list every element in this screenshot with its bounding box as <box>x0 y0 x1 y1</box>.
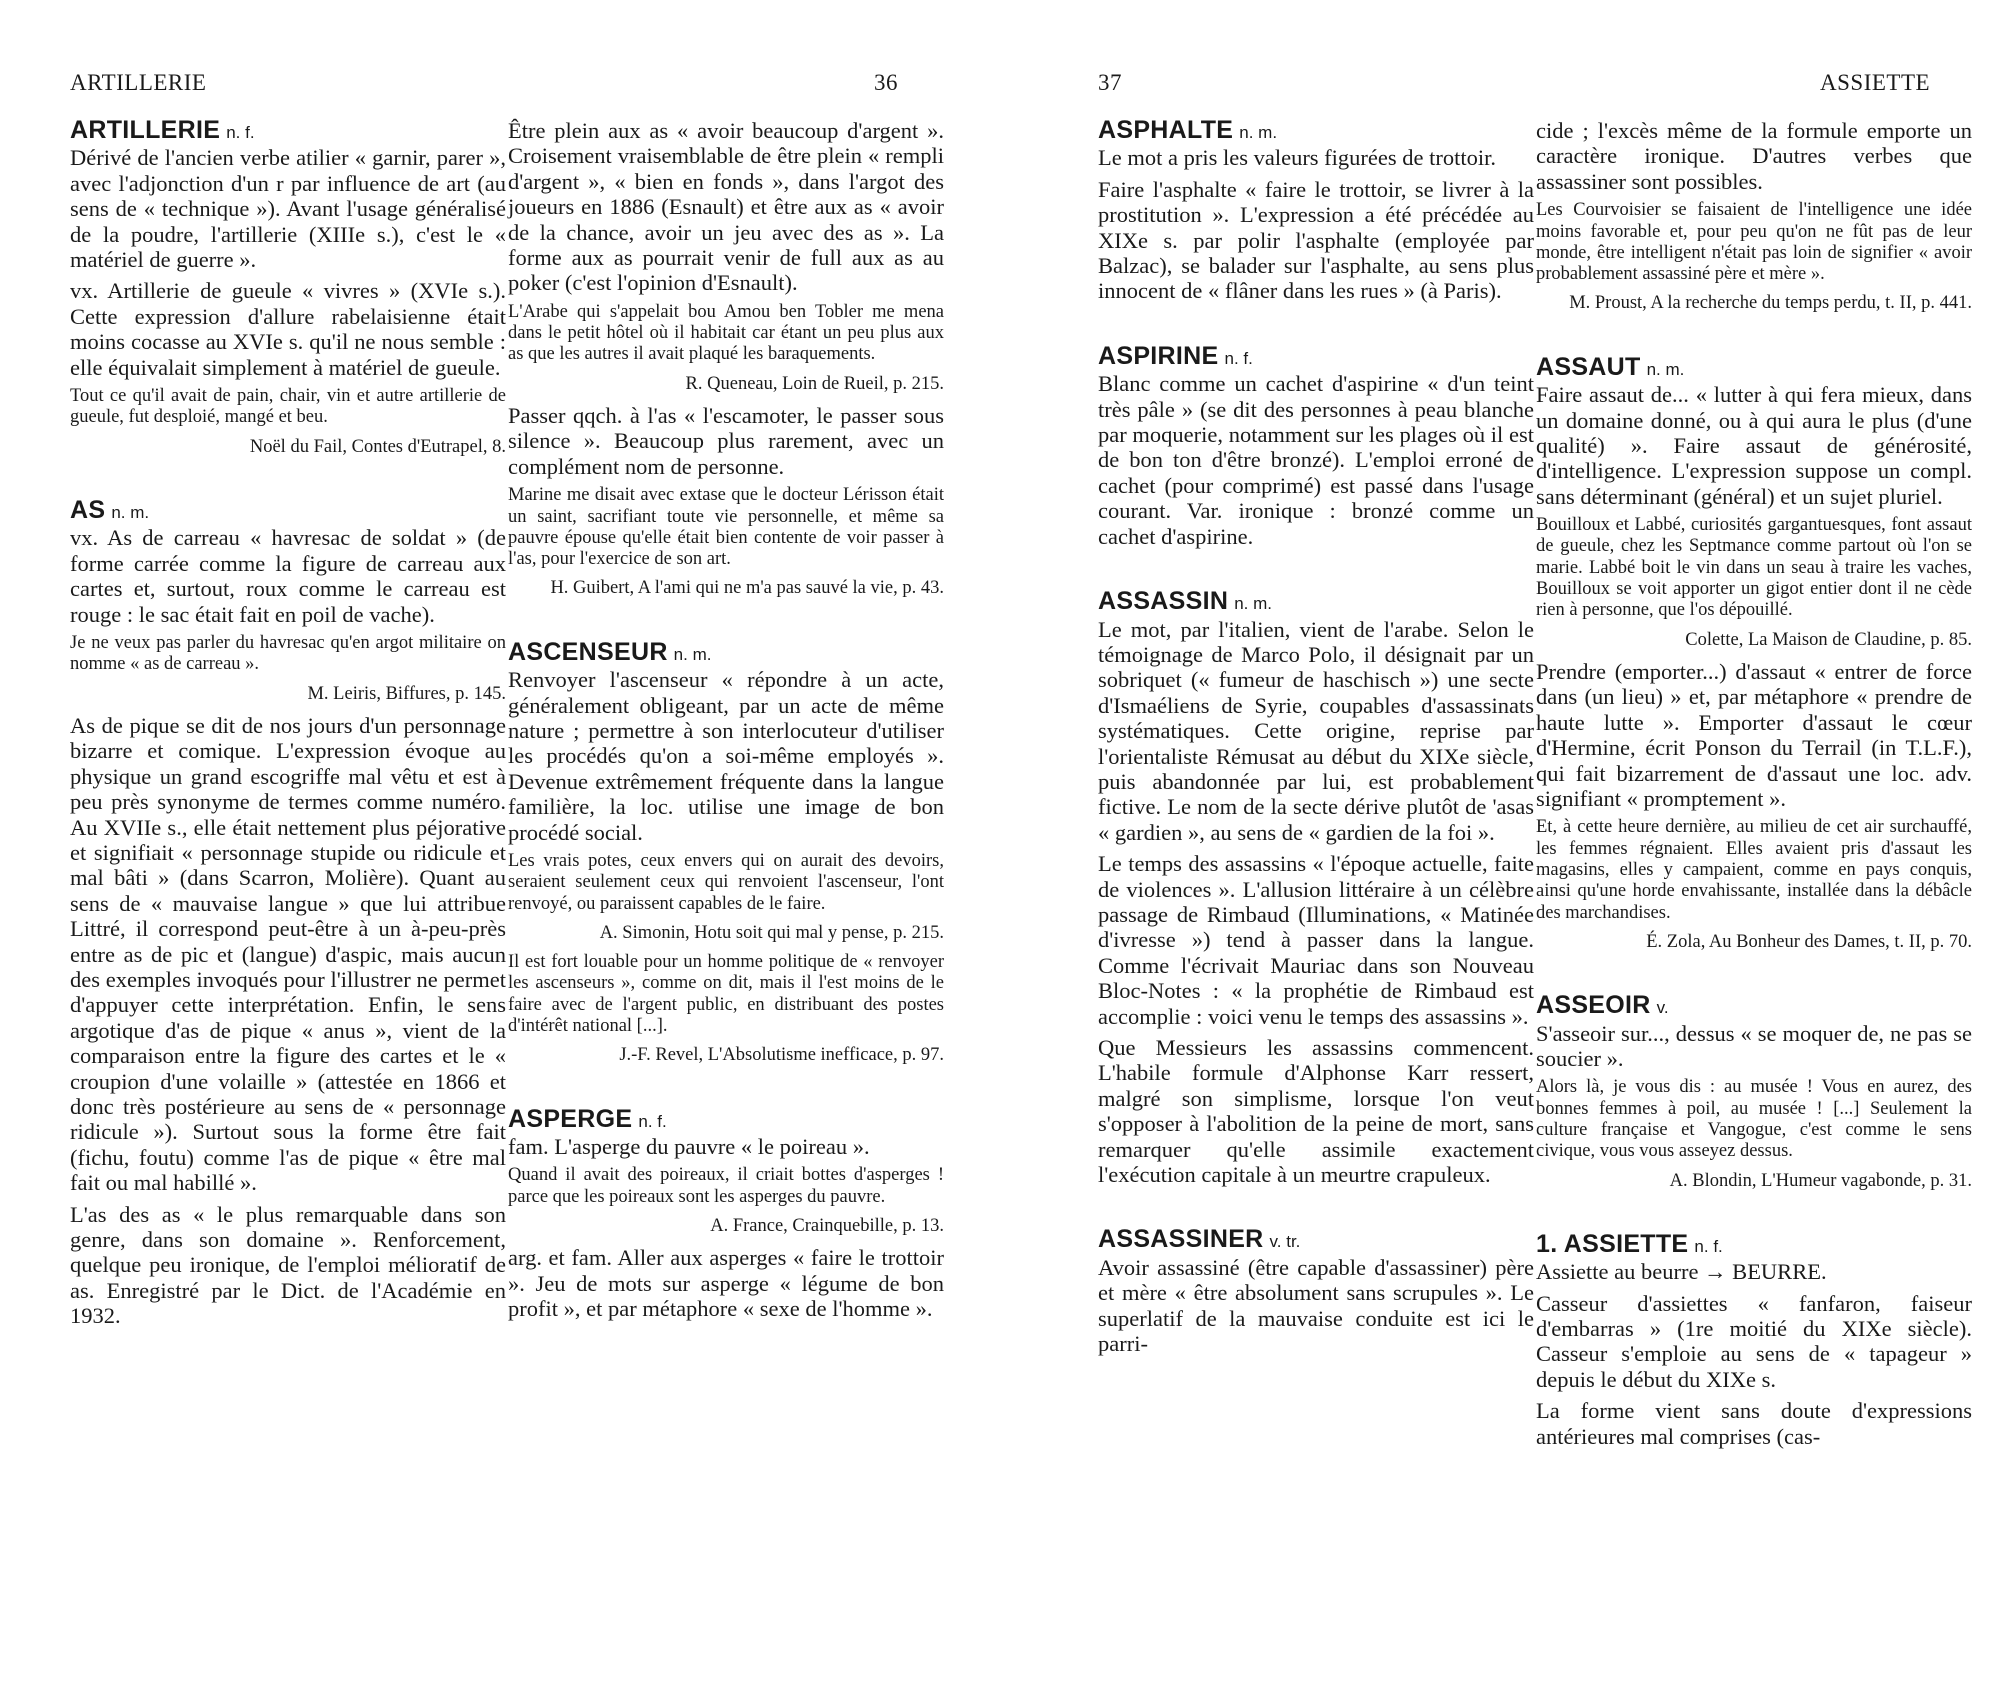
citation: Bouilloux et Labbé, curiosités gargantuesques, font assaut de gueule, chez les Septmance comme partout où l'on se marie. Labbé boit le vin dans un seau à traire les vaches, Bouilloux se voit apporter un gigot entier dont il ne cède rien à personne, que l'os dépouillé. <box>1536 515 1972 621</box>
column-4 <box>1536 118 1972 1459</box>
grammar-label: n. m. <box>1239 123 1278 142</box>
headword: AS <box>70 495 106 524</box>
entry-assiette <box>1536 1229 1972 1449</box>
definition: Le temps des assassins « l'époque actuelle, faite de violences ». L'allusion littéraire à un célèbre passage de Rimbaud (Illuminations, « Matinée d'ivresse ») tend à passer dans la langue. Comme l'écrivait Mauriac dans son Nouveau Bloc-Notes : « la prophétie de Rimbaud est accomplie : voici venu le temps des assassins ». <box>1098 851 1534 1029</box>
entry-asphalte <box>1098 118 1534 304</box>
definition: Le mot a pris les valeurs figurées de trottoir. <box>1098 145 1497 171</box>
page-number-right: 37 <box>1098 70 1122 95</box>
citation-source: Noël du Fail, Contes d'Eutrapel, 8. <box>249 436 506 457</box>
citation-source: M. Leiris, Biffures, p. 145. <box>307 683 506 704</box>
definition: L'as des as « le plus remarquable dans son genre, dans son domaine ». Renforcement, quelque peu ironique, de l'emploi mélioratif de as. Enregistré par le Dict. de l'Académie en 1932. <box>70 1201 506 1329</box>
citation-source: A. Blondin, L'Humeur vagabonde, p. 31. <box>1669 1170 1972 1191</box>
column-1 <box>70 118 506 1339</box>
definition: Que Messieurs les assassins commencent. L'habile formule d'Alphonse Karr ressert, malgré son simplisme, lorsque l'on veut s'opposer à l'abolition de la peine de mort, sans remarquer qu'elle assimile exactement l'exécution capitale à un meurtre crapuleux. <box>1098 1035 1534 1188</box>
citation-source: A. France, Crainquebille, p. 13. <box>710 1216 944 1237</box>
definition: Casseur d'assiettes « fanfaron, faiseur d'embarras » (1re moitié du XIXe siècle). Casseur s'emploie au sens de « tapageur » depuis le début du XIXe s. <box>1536 1290 1972 1392</box>
citation-source: M. Proust, A la recherche du temps perdu, t. II, p. 441. <box>1569 293 1972 314</box>
definition: Renvoyer l'ascenseur « répondre à un acte, généralement obligeant, par un acte de même nature ; permettre à son interlocuteur d'utiliser les procédés qu'on a soi-même employés ». Devenue extrêmement fréquente dans la langue familière, la loc. utilise une image de bon procédé social. <box>508 667 944 845</box>
headword: ASCENSEUR <box>508 637 668 666</box>
definition: Être plein aux as « avoir beaucoup d'argent ». Croisement vraisemblable de être plein « rempli d'argent », « bien en fonds », dans l'argot des joueurs en 1886 (Esnault) et être aux as « avoir de la chance, avoir un jeu avec des as ». La forme aux as pourrait venir de full aux as au poker (c'est l'opinion d'Esnault). <box>508 118 944 296</box>
column-2 <box>508 118 944 1332</box>
definition: arg. et fam. Aller aux asperges « faire le trottoir ». Jeu de mots sur asperge « légume de bon profit », et par métaphore « sexe de l'homme ». <box>508 1245 944 1322</box>
citation: Il est fort louable pour un homme politique de « renvoyer les ascenseurs », comme on dit, mais il l'est moins de le faire avec de l'argent public, en distribuant des postes d'intérêt national [...]. <box>508 952 944 1037</box>
entry-ascenseur <box>508 637 944 1067</box>
headword: 1. ASSIETTE <box>1536 1229 1689 1258</box>
citation: Je ne veux pas parler du havresac qu'en argot militaire on nomme « as de carreau ». <box>70 632 506 675</box>
citation: Marine me disait avec extase que le docteur Lérisson était un saint, sacrifiant toute vie personnelle, et même sa pauvre épouse qu'elle était bien contente de voir passer à l'as, pour l'exercice de son art. <box>508 485 944 570</box>
definition: Blanc comme un cachet d'aspirine « d'un teint très pâle » (se dit des personnes à peau blanche par moquerie, notamment sur les plages où il est de bon ton d'être bronzé). L'emploi erroné de cachet (pour comprimé) est passé dans l'usage courant. Var. ironique : bronzé comme un cachet d'aspirine. <box>1098 371 1534 549</box>
citation: Et, à cette heure dernière, au milieu de cet air surchauffé, les femmes régnaient. Elles avaient pris d'assaut les magasins, elles y campaient, comme en pays conquis, ainsi qu'une horde envahissante, installée dans la débâcle des marchandises. <box>1536 817 1972 923</box>
definition: cide ; l'excès même de la formule emporte un caractère ironique. D'autres verbes que assassiner sont possibles. <box>1536 118 1972 194</box>
running-head-left: ARTILLERIE <box>70 70 207 95</box>
headword: ASPIRINE <box>1098 341 1219 370</box>
running-head-right: ASSIETTE <box>1820 70 1931 95</box>
right-page <box>1000 0 2000 1690</box>
definition: Le mot, par l'italien, vient de l'arabe. Selon le témoignage de Marco Polo, il désignait par un sobriquet (« fumeur de haschisch ») une secte d'Ismaéliens de Syrie, coupables d'assassinats systématiques. Cette origine, reprise par l'orientaliste Rémusat au début du XIXe siècle, puis abandonnée par lui, est probablement fictive. Le nom de la secte dérive plutôt de 'asas « gardien », au sens de « gardien de la foi ». <box>1098 616 1534 845</box>
grammar-label: n. m. <box>111 502 150 522</box>
definition: Passer qqch. à l'as « l'escamoter, le passer sous silence ». Beaucoup plus rarement, avec un complément nom de personne. <box>508 403 944 479</box>
citation: Tout ce qu'il avait de pain, chair, vin et autre artillerie de gueule, fut desploié, mangé et beu. <box>70 386 506 428</box>
citation-source: A. Simonin, Hotu soit qui mal y pense, p. 215. <box>599 922 944 943</box>
entry-aspirine <box>1098 341 1534 549</box>
definition: Assiette au beurre → BEURRE. <box>1536 1259 1827 1285</box>
entry-asseoir <box>1536 993 1972 1192</box>
headword: ASPERGE <box>508 1104 633 1133</box>
entry-as <box>70 495 506 1329</box>
citation-source: H. Guibert, A l'ami qui ne m'a pas sauvé la vie, p. 43. <box>550 578 944 599</box>
citation: Les Courvoisier se faisaient de l'intelligence une idée moins favorable et, pour peu qu'on ne fût pas de leur monde, être intelligent n'était pas loin de signifier « avoir probablement assassiné père et mère ». <box>1536 200 1972 285</box>
definition: vx. Artillerie de gueule « vivres » (XVIe s.). Cette expression d'allure rabelaisienne était moins cocasse au XVIe s. qu'il ne nous semble : elle équivalait simplement à matériel de gueule. <box>70 278 506 380</box>
headword: ARTILLERIE <box>70 116 221 144</box>
column-3 <box>1098 118 1534 1366</box>
entry-assassin <box>1098 589 1534 1187</box>
definition: fam. L'asperge du pauvre « le poireau ». <box>508 1134 870 1160</box>
headword: ASSEOIR <box>1536 991 1651 1020</box>
grammar-label: n. f. <box>1224 348 1253 368</box>
citation: L'Arabe qui s'appelait bou Amou ben Tobler me mena dans le petit hôtel où il habitait car étant un peu plus aux as que les autres il avait plaqué les baraquements. <box>508 301 944 365</box>
headword: ASSASSIN <box>1098 587 1229 616</box>
grammar-label: n. f. <box>638 1111 667 1131</box>
definition: Avoir assassiné (être capable d'assassiner) père et mère « être absolument sans scrupules ». Le superlatif de la mauvaise conduite est ici le parri- <box>1098 1254 1534 1357</box>
definition: Dérivé de l'ancien verbe atilier « garnir, parer », avec l'adjonction d'un r par influence de art (au sens de « technique »). Avant l'usage généralisé de la poudre, l'artillerie (XIIIe s.), c'est le « matériel de guerre ». <box>70 145 506 273</box>
entry-asperge <box>508 1104 944 1322</box>
citation: Les vrais potes, ceux envers qui on aurait des devoirs, seraient seulement ceux qui renvoient l'ascenseur, l'ont renvoyé, ou paraissent capables de le faire. <box>508 850 944 914</box>
entry-assassiner <box>1098 1227 1534 1356</box>
definition: Prendre (emporter...) d'assaut « entrer de force dans (un lieu) » et, par métaphore « prendre de haute lutte ». Emporter d'assaut le cœur d'Hermine, écrit Ponson du Terrail (in T.L.F.), qui fait bizarrement de d'assaut une loc. adv. signifiant « promptement ». <box>1536 658 1972 811</box>
grammar-label: n. f. <box>226 123 255 142</box>
definition: As de pique se dit de nos jours d'un personnage bizarre et comique. L'expression évoque au physique un grand escogriffe mal vêtu et est à peu près synonyme de termes comme numéro. Au XVIIe s., elle était nettement plus péjorative et signifiait « personnage stupide ou ridicule et mal bâti » (dans Scarron, Molière). Quant au sens de « mauvaise langue » que lui attribue Littré, il correspond peut-être à un à-peu-près entre as de pic et (langue) d'aspic, mais aucun des exemples invoqués pour l'illustrer ne permet d'appuyer cette interprétation. Enfin, le sens argotique d'as de pique « anus », vient de la comparaison entre la figure des cartes et le « croupion d'une volaille » (attestée en 1866 et donc très postérieure au sens de « personnage ridicule »). Surtout sous la forme être fait (fichu, foutu) comme l'as de pique « être mal fait ou mal habillé ». <box>70 712 506 1196</box>
definition: Faire assaut de... « lutter à qui fera mieux, dans un domaine donné, ou à qui aura le plus (d'une qualité) ». Faire assaut de générosité, d'intelligence. L'expression suppose un compl. sans déterminant (général) et un sujet pluriel. <box>1536 382 1972 509</box>
citation-source: J.-F. Revel, L'Absolutisme inefficace, p. 97. <box>619 1045 944 1066</box>
grammar-label: n. m. <box>1646 359 1685 379</box>
citation-source: É. Zola, Au Bonheur des Dames, t. II, p. 70. <box>1646 931 1972 952</box>
definition: vx. As de carreau « havresac de soldat » (de forme carrée comme la figure de carreau aux cartes et, surtout, roux comme le carreau est rouge : le sac était fait en poil de vache). <box>70 525 506 627</box>
entry-assassiner-continued <box>1536 118 1972 315</box>
definition: S'asseoir sur..., dessus « se moquer de, ne pas se soucier ». <box>1536 1020 1972 1071</box>
headword: ASSAUT <box>1536 352 1641 381</box>
citation-source: Colette, La Maison de Claudine, p. 85. <box>1685 629 1972 650</box>
citation: Alors là, je vous dis : au musée ! Vous en aurez, des bonnes femmes à poil, au musée ! [...] Seulement la culture française et Vangogue, c'est comme le sens civique, vous vous asseyez dessus. <box>1536 1077 1972 1162</box>
headword: ASSASSINER <box>1098 1225 1264 1254</box>
definition: La forme vient sans doute d'expressions antérieures mal comprises (cas- <box>1536 1398 1972 1449</box>
grammar-label: n. f. <box>1694 1236 1723 1256</box>
entry-as-continued <box>508 118 944 600</box>
citation-source: R. Queneau, Loin de Rueil, p. 215. <box>685 373 944 394</box>
entry-assaut <box>1536 352 1972 953</box>
grammar-label: v. <box>1656 998 1669 1018</box>
grammar-label: v. tr. <box>1269 1232 1301 1252</box>
definition: Faire l'asphalte « faire le trottoir, se livrer à la prostitution ». L'expression a été précédée au XIXe s. par polir l'asphalte (employée par Balzac), se balader sur l'asphalte, au sens plus innocent de « flâner dans les rues » (à Paris). <box>1098 176 1534 304</box>
grammar-label: n. m. <box>1234 594 1273 614</box>
page-number-left: 36 <box>874 70 898 95</box>
grammar-label: n. m. <box>673 644 712 664</box>
citation: Quand il avait des poireaux, il criait bottes d'asperges ! parce que les poireaux sont les asperges du pauvre. <box>508 1165 944 1207</box>
entry-artillerie <box>70 118 506 458</box>
headword: ASPHALTE <box>1098 116 1234 144</box>
